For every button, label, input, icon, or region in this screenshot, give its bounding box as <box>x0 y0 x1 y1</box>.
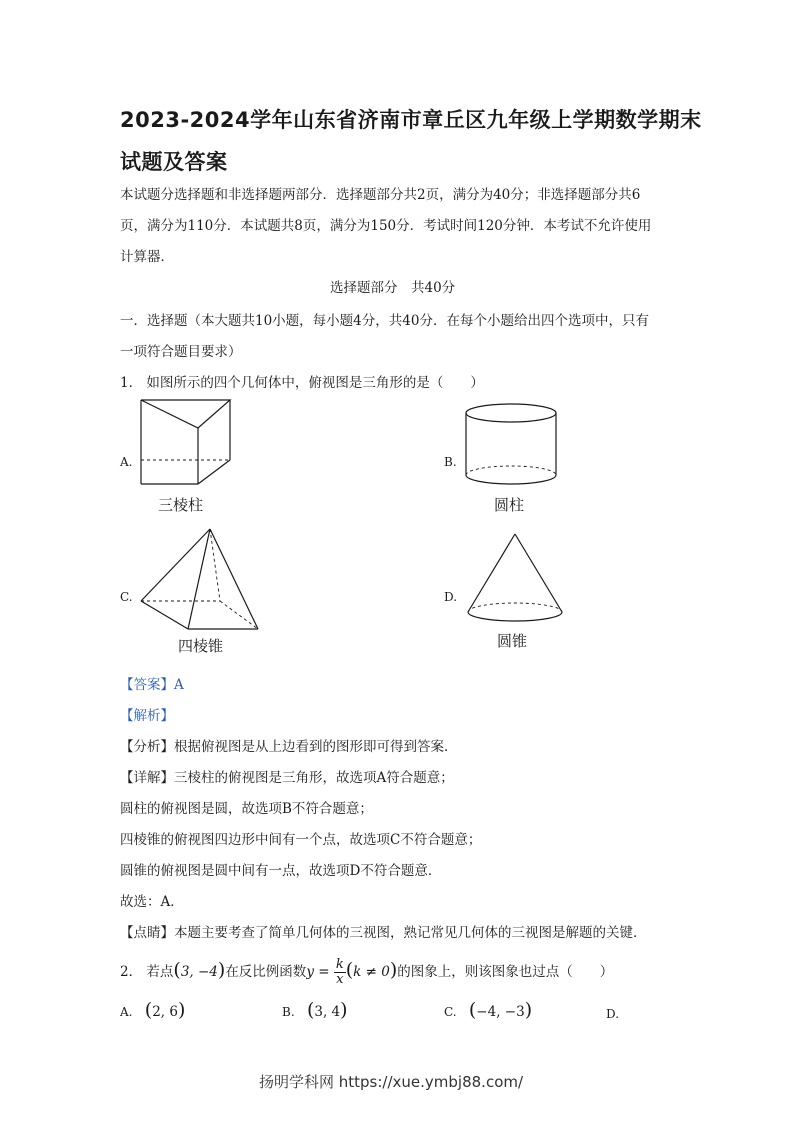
q1-analysis-line: 【点睛】本题主要考查了简单几何体的三视图，熟记常见几何体的三视图是解题的关键． <box>120 925 647 941</box>
q1-analysis-line: 圆柱的俯视图是圆，故选项B不符合题意； <box>120 801 373 817</box>
q1-stem: 1． 如图所示的四个几何体中，俯视图是三角形的是（ ） <box>120 375 484 391</box>
q1-option-c-caption: 四棱锥 <box>178 637 224 655</box>
q1-analysis-line: 【分析】根据俯视图是从上边看到的图形即可得到答案． <box>120 739 458 755</box>
q1-analysis-line: 四棱锥的俯视图四边形中间有一个点，故选项C不符合题意； <box>120 832 482 848</box>
intro-line-2: 页，满分为110分．本试题共8页，满分为150分．考试时间120分钟．本考试不允许使用 <box>120 218 652 234</box>
q2-function: y = $\frac{k}{x}$ (k ≠ 0) <box>306 957 398 987</box>
q2-suffix: 的图象上，则该图象也过点（ ） <box>397 964 614 980</box>
q1-option-b-caption: 圆柱 <box>494 496 525 514</box>
square-pyramid-icon <box>140 527 262 633</box>
q2-option-d: D. <box>606 1007 620 1021</box>
q2-option-b: B. (3, 4) <box>282 999 348 1021</box>
q2-option-a: A. (2, 6) <box>120 999 186 1021</box>
q2-point: 3, −4 <box>180 964 218 980</box>
q1-option-b-letter: B. <box>444 455 457 469</box>
cylinder-icon <box>465 403 559 488</box>
q1-option-d-letter: D. <box>444 590 458 604</box>
q1-option-a-letter: A. <box>120 455 133 469</box>
q2-mid: 在反比例函数 <box>225 964 307 980</box>
q1-option-c-letter: C. <box>120 590 133 604</box>
intro-line-3: 计算器． <box>120 249 174 265</box>
q1-analysis-line: 【详解】三棱柱的俯视图是三角形，故选项A符合题意； <box>120 770 454 786</box>
intro-line-1: 本试题分选择题和非选择题两部分．选择题部分共2页，满分为40分；非选择题部分共6 <box>120 187 641 203</box>
q1-option-d-caption: 圆锥 <box>497 632 528 650</box>
q1-answer: 【答案】A <box>120 677 184 693</box>
q2-prefix: 2． 若点 <box>120 964 174 980</box>
page-title-line2: 试题及答案 <box>120 150 228 174</box>
cone-icon <box>467 532 565 628</box>
q1-analysis-line: 圆锥的俯视图是圆中间有一点，故选项D不符合题意． <box>120 863 442 879</box>
section-title: 选择题部分 共40分 <box>330 280 456 296</box>
footer-watermark: 扬明学科网 https://xue.ymbj88.com/ <box>259 1073 524 1091</box>
q1-analysis-label: 【解析】 <box>120 708 174 724</box>
q2-option-c: C. (−4, −3) <box>444 999 533 1021</box>
part1-line-1: 一．选择题（本大题共10小题，每小题4分，共40分．在每个小题给出四个选项中，只有 <box>120 313 649 329</box>
q1-analysis-line: 故选：A． <box>120 894 184 910</box>
page-title-line1: 2023-2024学年山东省济南市章丘区九年级上学期数学期末 <box>120 108 702 132</box>
q2-stem: 2． 若点(3, −4)在反比例函数y = $\frac{k}{x}$ (k ≠ 0)的图象上，则该图象也过点（ ） <box>120 957 614 987</box>
part1-line-2: 一项符合题目要求） <box>120 344 242 360</box>
triangular-prism-icon <box>138 398 238 490</box>
q1-option-a-caption: 三棱柱 <box>158 496 204 514</box>
